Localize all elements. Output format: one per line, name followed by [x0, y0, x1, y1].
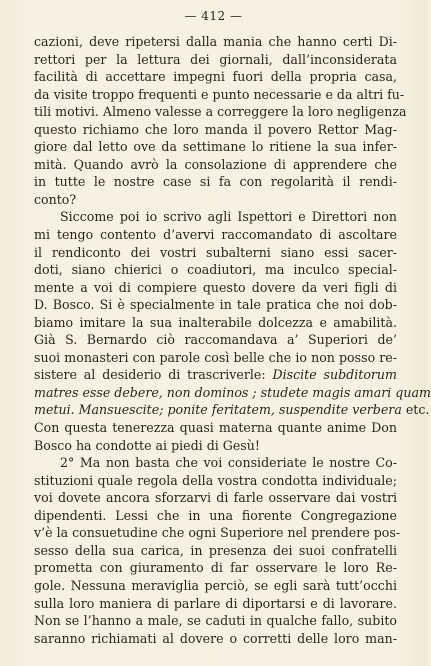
text-line: mi tengo contento d’avervi raccomandato di ascoltare: [34, 227, 397, 243]
text-line: Bosco ha condotte ai piedi di Gesù!: [34, 437, 260, 453]
text-line: tili motivi. Almeno valesse a correggere la loro negligenza: [34, 104, 407, 120]
text-segment: etc.: [405, 402, 430, 418]
text-line: conto?: [34, 191, 77, 207]
latin-quote: Discite subditorum: [272, 367, 397, 383]
text-segment: sistere al desiderio di trascriverle:: [34, 367, 266, 383]
text-line: Già S. Bernardo ciò raccomandava a’ Superiori de’: [34, 332, 397, 348]
paragraph-first-line: 2° Ma non basta che voi consideriate le nostre Co-: [60, 455, 397, 471]
latin-quote-line: [34, 401, 430, 419]
text-line: gole. Nessuna meraviglia perciò, se egli sarà tutt’occhi: [34, 577, 397, 593]
text-line: il rendiconto dei vostri subalterni siano essi sacer-: [34, 244, 397, 260]
text-line: D. Bosco. Si è specialmente in tale pratica che noi dob-: [34, 297, 397, 313]
text-line: prometta con giuramento di far osservare le loro Re-: [34, 560, 397, 576]
text-line: cazioni, deve ripetersi dalla mania che hanno certi Di-: [34, 34, 397, 49]
text-line: giore dal letto ove da settimane lo ritiene la sua infer-: [34, 139, 397, 155]
text-line-with-quote: [34, 366, 397, 384]
text-line: questo richiamo che loro manda il povero Rettor Mag-: [34, 121, 397, 137]
text-line: in tutte le nostre case si fa con regolarità il rendi-: [34, 174, 397, 190]
latin-quote: metui. Mansuescite; ponite feritatem, suspendite verbera: [34, 402, 402, 418]
text-line: stituzioni quale regola della vostra condotta individuale;: [34, 472, 397, 488]
text-line: Con questa tenerezza quasi materna quante anime Don: [34, 420, 397, 436]
text-line: biamo imitare la sua inalterabile dolcezza e amabilità.: [34, 314, 397, 330]
body-text: [34, 33, 431, 647]
text-line: da visite troppo frequenti e punto necessarie e da altri fu-: [34, 86, 405, 102]
page-number: — 412 —: [184, 9, 243, 23]
text-line: Non se l’hanno a male, se caduti in qualche fallo, subito: [34, 613, 397, 629]
latin-quote: matres esse debere, non dominos ; studete magis amari quam: [34, 384, 431, 400]
paragraph-first-line: Siccome poi io scrivo agli Ispettori e Direttori non: [60, 209, 397, 225]
text-line: dipendenti. Lessi che in una fiorente Congregazione: [34, 507, 397, 523]
text-line: doti, siano chierici o coadiutori, ma inculco special-: [34, 262, 397, 278]
text-line: saranno richiamati al dovere o corretti delle loro man-: [34, 630, 397, 646]
text-line: voi dovete ancora sforzarvi di farle osservare dai vostri: [34, 490, 397, 506]
text-line: sulla loro maniera di parlare di diportarsi e di lavorare.: [34, 595, 397, 611]
text-line: mente a voi di compiere questo dovere da veri figli di: [34, 279, 397, 295]
text-line: rettori per la lettura dei giornali, dall’inconsiderata: [34, 51, 397, 67]
text-line: facilità di accettare impegni fuori della propria casa,: [34, 69, 397, 85]
text-line: sesso della sua carica, in presenza dei suoi confratelli: [34, 542, 397, 558]
text-line: v’è la consuetudine che ogni Superiore nel prendere pos-: [34, 525, 401, 541]
text-line: suoi monasteri con parole così belle che io non posso re-: [34, 349, 397, 365]
latin-quote-line: [34, 384, 431, 402]
text-line: mità. Quando avrò la consolazione di apprendere che: [34, 156, 397, 172]
